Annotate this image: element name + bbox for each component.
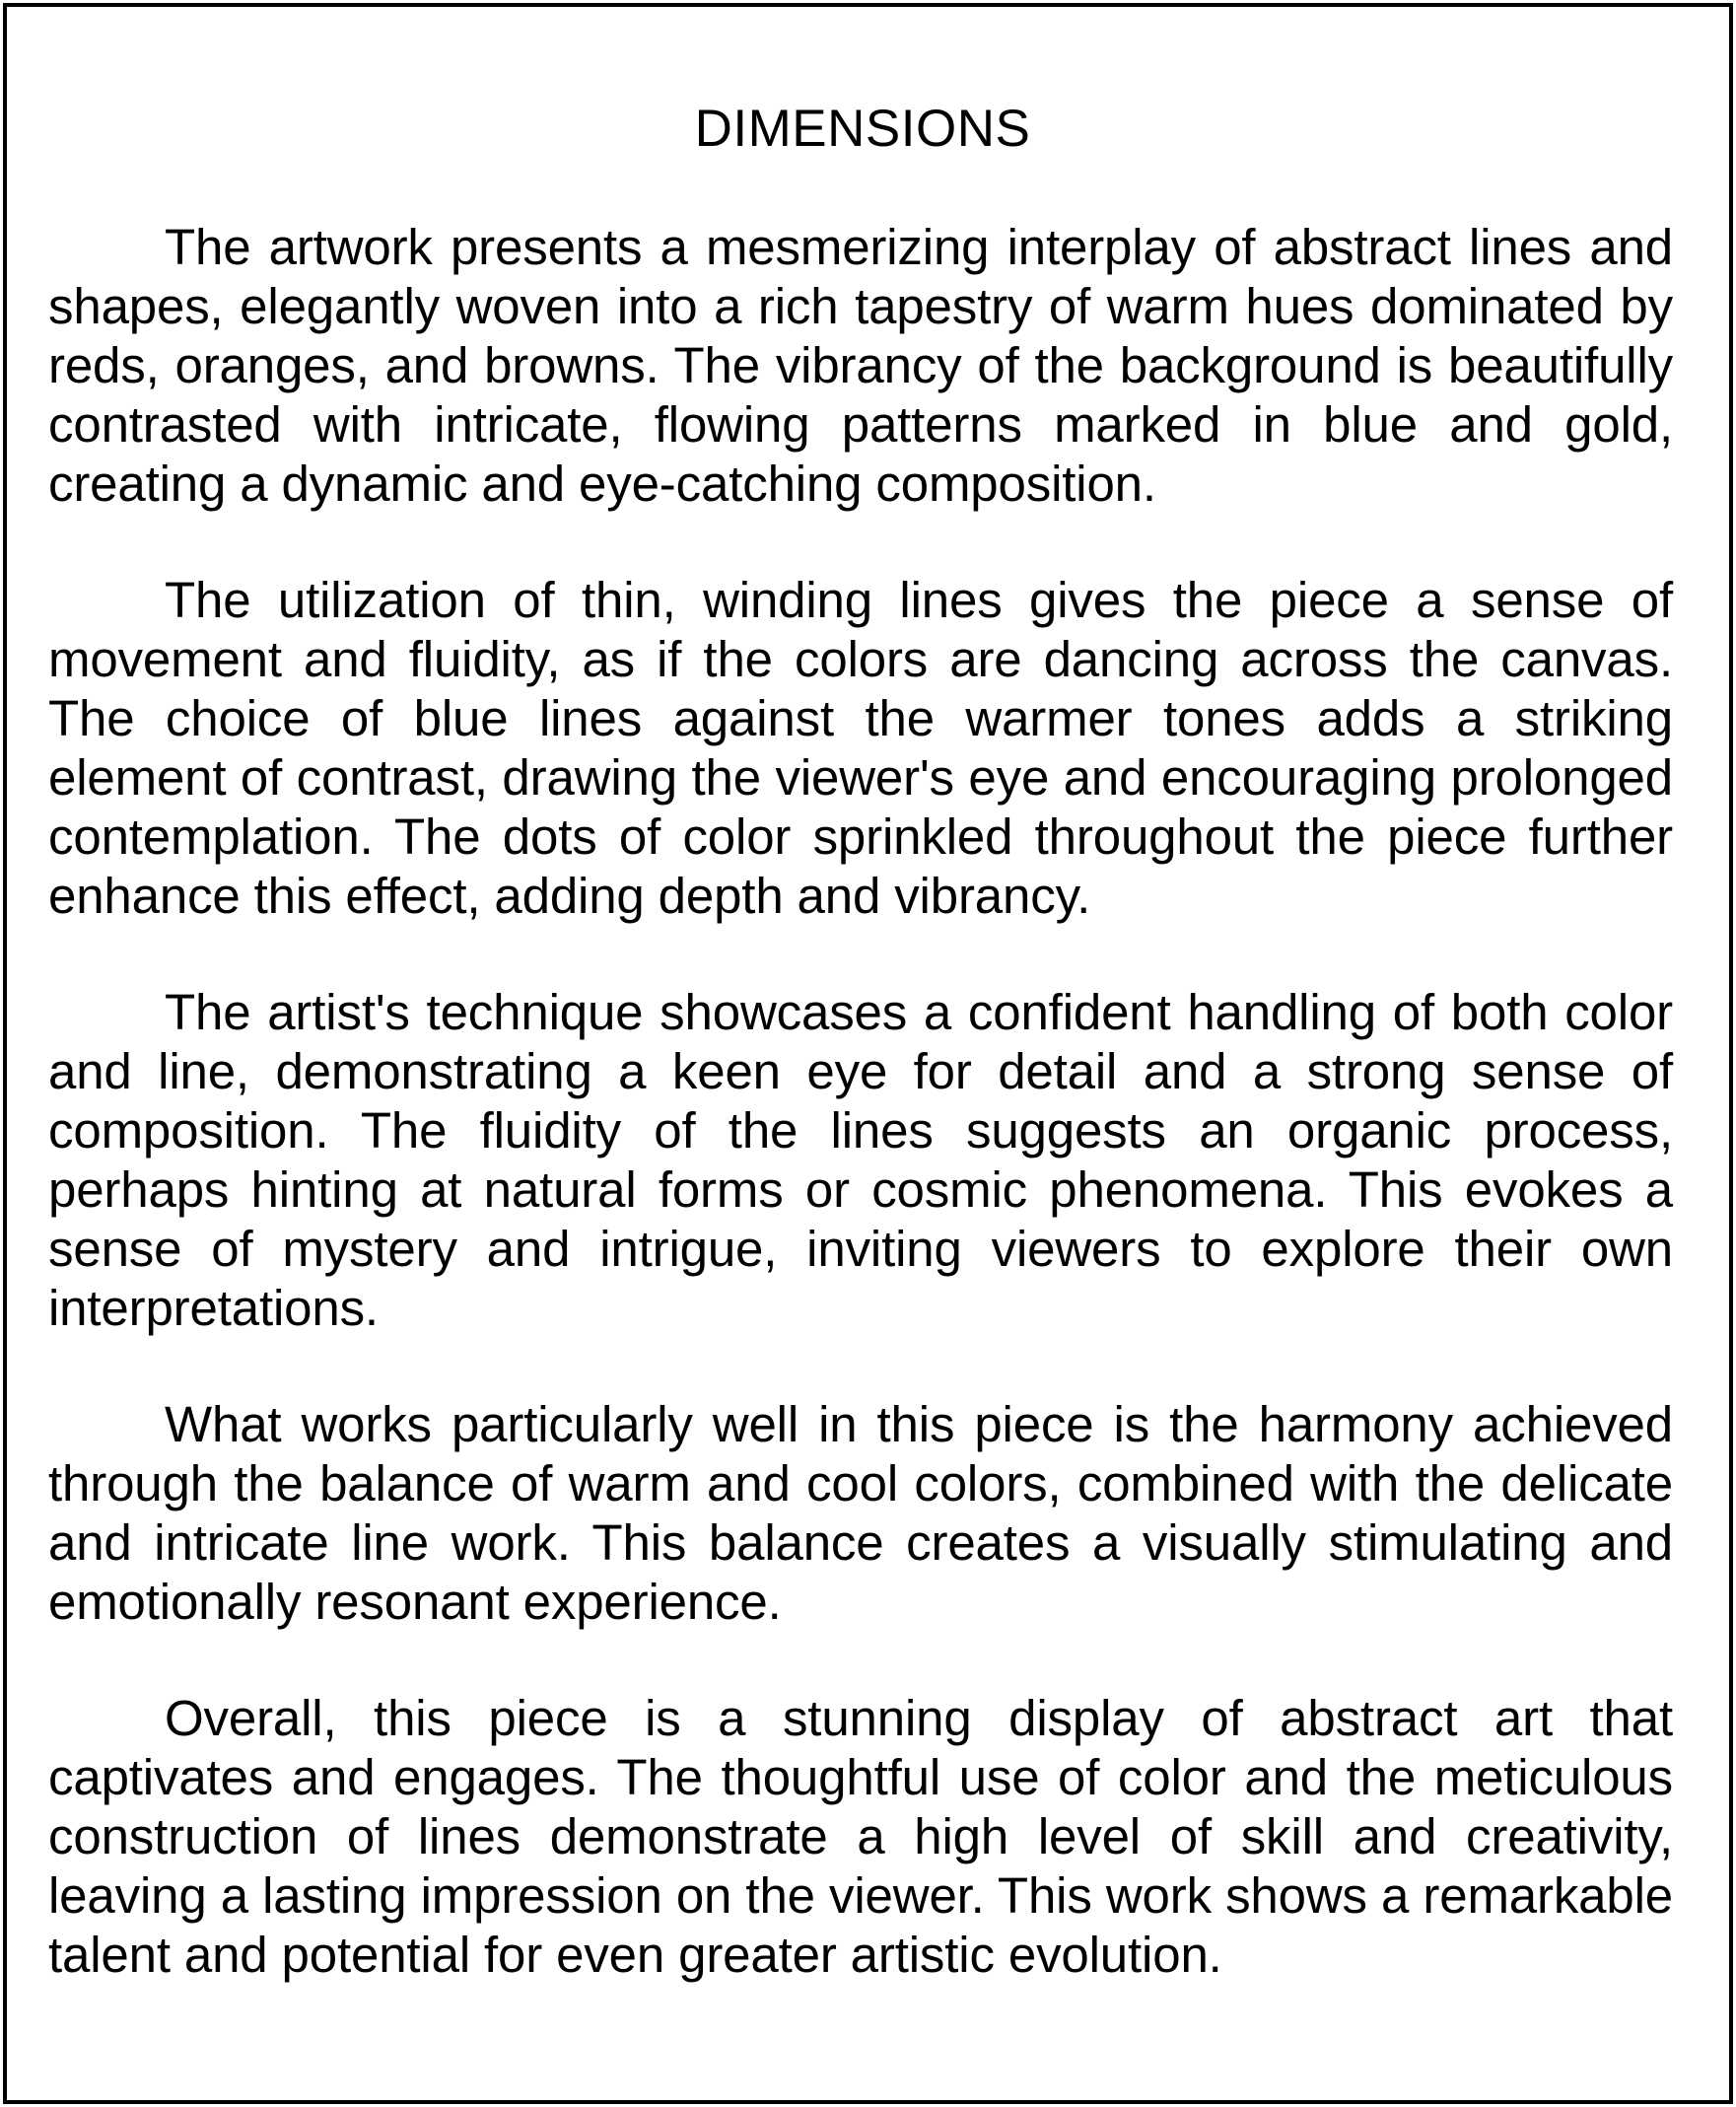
body-paragraph-1: The artwork presents a mesmerizing interplay of abstract lines and shapes, elegantly woven into a rich tapestry of warm hues dominated by reds, oranges, and browns. The vibrancy of the background is beautifully contrasted with intricate, flowing patterns marked in blue and gold, creating a dynamic and eye-catching composition.	[48, 218, 1673, 512]
body-paragraph-5: Overall, this piece is a stunning display of abstract art that captivates and engages. The thoughtful use of color and the meticulous construction of lines demonstrate a high level of skill and creativity, leaving a lasting impression on the viewer. This work shows a remarkable talent and potential for even greater artistic evolution.	[48, 1689, 1673, 1983]
body-paragraph-3: The artist's technique showcases a confident handling of both color and line, demonstrating a keen eye for detail and a strong sense of composition. The fluidity of the lines suggests an organic process, perhaps hinting at natural forms or cosmic phenomena. This evokes a sense of mystery and intrigue, inviting viewers to explore their own interpretations.	[48, 983, 1673, 1336]
body-paragraph-2: The utilization of thin, winding lines gives the piece a sense of movement and fluidity, as if the colors are dancing across the canvas. The choice of blue lines against the warmer tones adds a striking element of contrast, drawing the viewer's eye and encouraging prolonged contemplation. The dots of color sprinkled throughout the piece further enhance this effect, adding depth and vibrancy.	[48, 571, 1673, 924]
document-body	[7, 7, 1729, 1985]
page-border-frame	[3, 3, 1733, 2104]
page-title: DIMENSIONS	[694, 100, 1031, 158]
body-paragraph-4: What works particularly well in this piece is the harmony achieved through the balance of warm and cool colors, combined with the delicate and intricate line work. This balance creates a visually stimulating and emotionally resonant experience.	[48, 1395, 1673, 1630]
